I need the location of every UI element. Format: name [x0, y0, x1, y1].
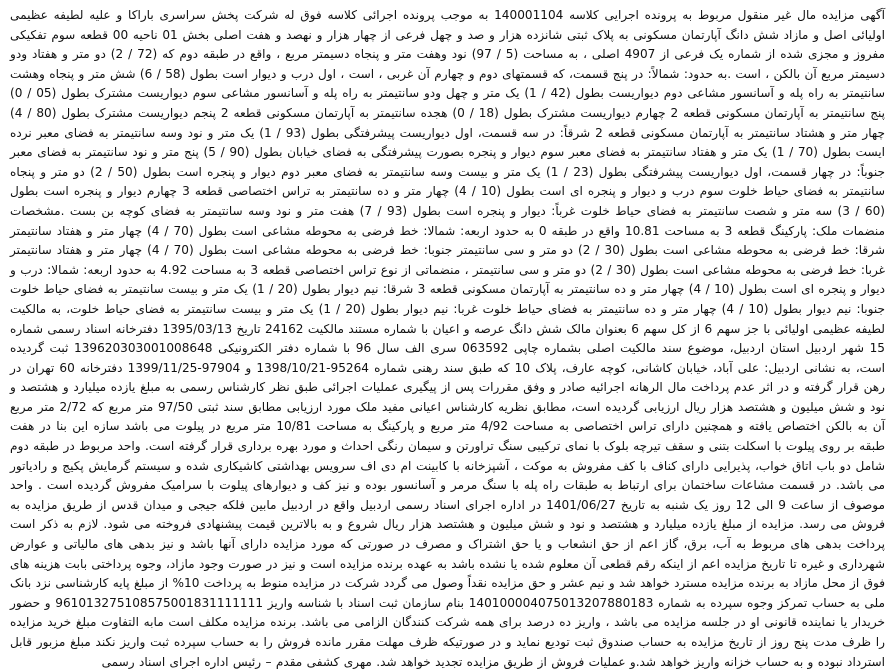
auction-notice-text: آگهی مزایده مال غیر منقول مربوط به پرونده اجرایی کلاسه 140001104 به موجب پرونده اجرائی کلاسه فوق له شرکت پخش سراسری باراکا و علیه لطیفه عظیمی اولیائی اصل و مازاد شش دانگ آپارتمان مسکونی به پلاک ثبتی شانزده هزار و صد و چهل فرعی از چهار هزار و نهصد و هفت اصلی بخش 01 ناحیه 00 قطعه سوم تفکیکی مفروز و مجزی شده از شماره یک فرعی از 4907 اصلی ، به مساحت (5 / 97) نود وهفت متر و پنجاه دسیمتر مربع ، واقع در طبقه دوم که (72 / 2) دو متر و هفتاد ودو دسیمتر مربع آن بالکن ، است .به حدود: شمالاً: در پنج قسمت، که قسمتهای دوم و چهارم آن غربی ، است ، اول درب و دیوار است بطول (58 / 6) شش متر و پنجاه وهشت سانتیمتر به راه پله و آسانسور مشاعی دوم دیواریست بطول (42 / 1) یک متر و چهل ودو سانتیمتر به راه پله و آسانسور مشاعی سوم دیواریست مشترک بطول (05 / 0) پنج سانتیمتر به آپارتمان مسکونی قطعه 2 چهارم دیواریست مشترک بطول (18 / 0) هجده سانتیمتر به آپارتمان مسکونی قطعه 2 پنجم دیواریست مشترک بطول (80 / 4) چهار متر و هشتاد سانتیمتر به آپارتمان مسکونی قطعه 2 شرقاً: در سه قسمت، اول دیواریست پیشرفتگی بطول (93 / 1) یک متر و نود وسه سانتیمتر به فضای معبر نرده ایست بطول (70 / 1) یک متر و هفتاد سانتیمتر به فضای معبر سوم دیوار و پنجره بصورت پیشرفتگی به فضای خیابان بطول (90 / 5) پنج متر و نود سانتیمتر به فضای معبر جنوباً: در چهار قسمت، اول دیواریست پیشرفتگی بطول (23 / 1) یک متر و بیست وسه سانتیمتر به فضای معبر دوم دیوار و پنجره است بطول (50 / 2) دو متر و پنجاه سانتیمتر به فضای حیاط خلوت سوم درب و دیوار و پنجره ای است بطول (10 / 4) چهار متر و ده سانتیمتر به تراس اختصاصی قطعه 3 چهارم دیوار و پنجره است بطول (60 / 3) سه متر و شصت سانتیمتر به فضای حیاط خلوت غرباً: دیوار و پنجره است بطول (93 / 7) هفت متر و نود وسه سانتیمتر به فضای کوچه بن بست .مشخصات منضمات ملک: پارکینگ قطعه 3 به مساحت 10.81 واقع در طبقه 0 به حدود اربعه: شمالا: خط فرضی به محوطه مشاعی است بطول (70 / 4) چهار متر و هفتاد سانتیمتر شرقا: خط فرضی به محوطه مشاعی است بطول (30 / 2) دو متر و سی سانتیمتر جنوبا: خط فرضی به محوطه مشاعی است بطول (70 / 4) چهار متر و هفتاد سانتیمتر غربا: خط فرضی به محوطه مشاعی است بطول (30 / 2) دو متر و سی سانتیمتر ، منضماتی از نوع تراس اختصاصی قطعه 3 به مساحت 4.92 به حدود اربعه: شمالا: درب و دیوار و پنجره ای است بطول (10 / 4) چهار متر و ده سانتیمتر به آپارتمان مسکونی قطعه 3 شرقا: نیم دیوار بطول (20 / 1) یک متر و بیست سانتیمتر به فضای حیاط خلوت جنوبا: نیم دیوار بطول (10 / 4) چهار متر و ده سانتیمتر به فضای حیاط خلوت غربا: نیم دیوار بطول (20 / 1) یک متر و بیست سانتیمتر به فضای حیاط خلوت، به مالکیت لطیفه عظیمی اولیائی با جز سهم 6 از کل سهم 6 بعنوان مالک شش دانگ عرصه و اعیان با شماره مستند مالکیت 24162 تاریخ 1395/03/13 دفترخانه اسناد رسمی شماره 15 شهر اردبیل استان اردبیل، موضوع سند مالکیت اصلی بشماره چاپی 063592 سری الف سال 96 با شماره دفتر الکترونیکی 139620303001008648 ثبت گردیده است، به نشانی اردبیل: علی آباد، خیابان کاشانی، کوچه عارف، پلاک 10 که طبق سند رهنی شماره 95264-1398/10/21 و 97904-1399/11/25 دفترخانه 60 تهران در رهن قرار گرفته و در اثر عدم پرداخت مال الرهانه اجرائیه صادر و وفق مقررات پس از پیگیری عملیات اجرائی طبق نظر کارشناس رسمی به مبلغ یازده میلیارد و هشتصد و نود و شش میلیون و هشتصد هزار ریال ارزیابی گردیده است، مطابق نظریه کارشناس اعیانی مفید ملک مورد ارزیابی مطابق سند ثبتی 97/50 متر مربع که 2/72 متر مربع آن به بالکن اختصاص یافته و همچنین دارای تراس اختصاصی به مساحت 4/92 متر مربع و پارکینگ به مساحت 10/81 متر مربع در پیلوت می باشد سازه این بنا در هفت طبقه بر روی پیلوت با اسکلت بتنی و سقف تیرچه بلوک با نمای ترکیبی سنگ تراورتن و سیمان رنگی احداث و مورد بهره برداری قرار گرفته است. واحد مربوط در طبقه دوم شامل دو باب اتاق خواب، پذیرایی دارای کناف با کف مفروش به موکت ، آشپزخانه با کابینت ام دی اف سرویس بهداشتی کاشیکاری شده و سیستم گرمایش پکیج و رادیاتور می باشد. در قسمت مشاعات ساختمان برای ارتباط به طبقات راه پله با سنگ مرمر و آسانسور بوده و نیز کف و دیوارهای پیلوت با سرامیک مفروش گردیده است . واحد موصوف از ساعت 9 الی 12 روز یک شنبه به تاریخ 1401/06/27 در اداره اجرای اسناد رسمی اردبیل واقع در اردبیل مابین فلکه جیجی و میدان قدس از طریق مزایده به فروش می رسد. مزایده از مبلغ یازده میلیارد و هشتصد و نود و شش میلیون و هشتصد هزار ریال شروع و به بالاترین قیمت پیشنهادی فروخته می شود. لازم به ذکر است پرداخت بدهی های مربوط به آب، برق، گاز اعم از حق انشعاب و یا حق اشتراک و مصرف در صورتی که مورد مزایده دارای آنها باشد و نیز بدهی های مالیاتی و عوارض شهرداری و غیره تا تاریخ مزایده اعم از اینکه رقم قطعی آن معلوم شده یا نشده باشد به عهده برنده مزایده است و نیز در صورت وجود مازاد، وجوه پرداختی بابت هزینه های فوق از محل مازاد به برنده مزایده مسترد خواهد شد و نیم عشر و حق مزایده نقداً وصول می گردد شرکت در مزایده منوط به پرداخت 10% از مبلغ پایه کارشناسی نزد بانک ملی به حساب تمرکز وجوه سپرده به شماره 140100004075013207880183 بنام سازمان ثبت اسناد با شناسه واریز 961013275108575001831111111 و حضور خریدار یا نماینده قانونی او در جلسه مزایده می باشد ، واریز ده درصد برای همه شرکت کنندگان الزامی می باشد. برنده مزایده مکلف است مابه التفاوت مبلغ خرید مزایده را ظرف مدت پنج روز از تاریخ مزایده به حساب صندوق ثبت تودیع نماید و در صورتیکه ظرف مهلت مقرر مانده فروش را به حساب سپرده ثبت واریز نکند مبلغ مزبور قابل استرداد نبوده و به حساب خزانه واریز خواهد شد.و عملیات فروش از طریق مزایده تجدید خواهد شد. مهری کشفی مقدم – رئیس اداره اجرای اسناد رسمی [10, 8, 886, 669]
